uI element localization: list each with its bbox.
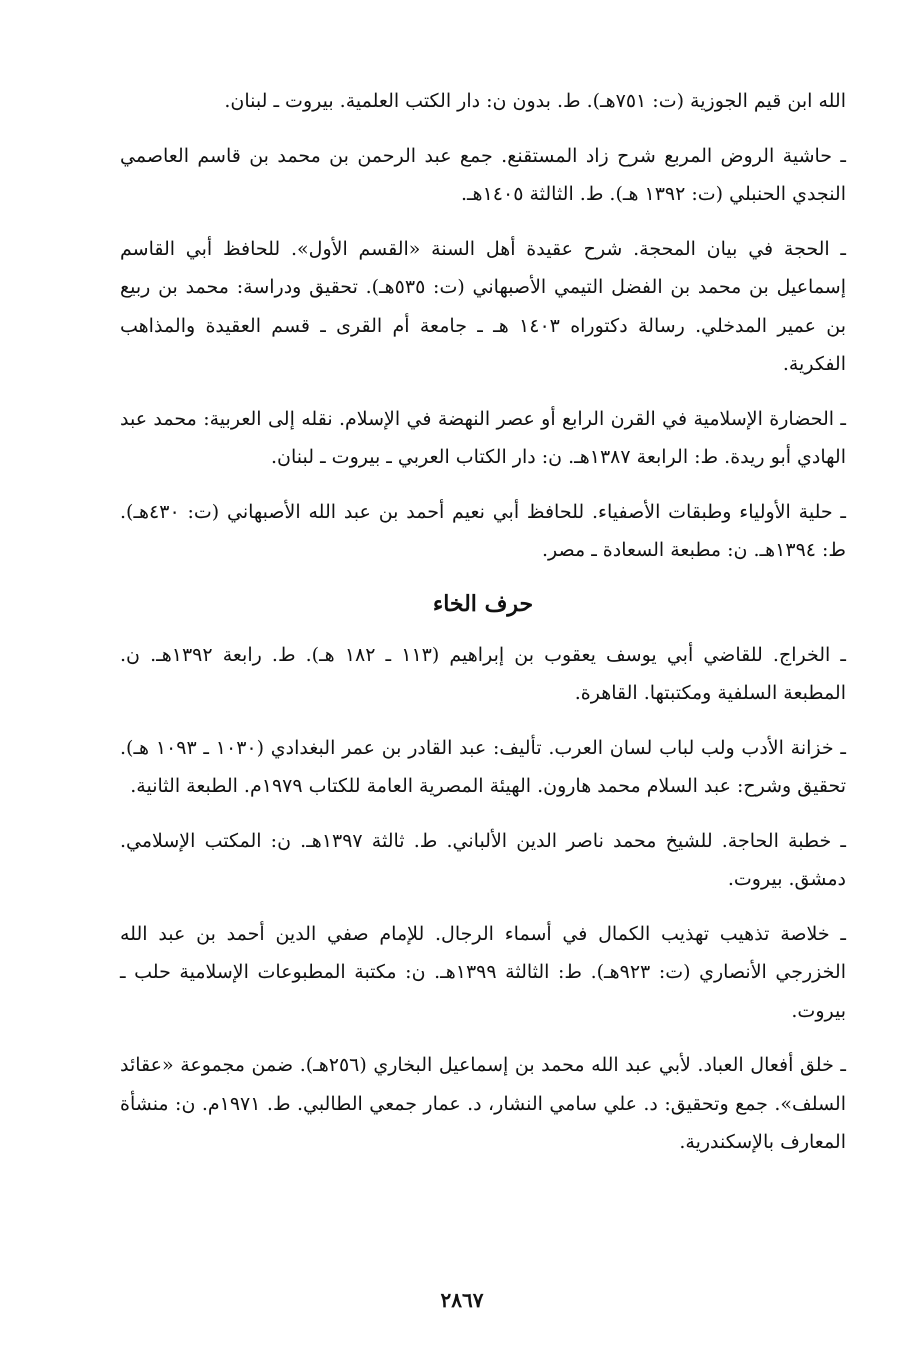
bibliography-entry: ـ الحضارة الإسلامية في القرن الرابع أو عصر النهضة في الإسلام. نقله إلى العربية: محمد عبد الهادي أبو ريدة. ط: الرابعة ١٣٨٧هـ. ن: دار الكتاب العربي ـ بيروت ـ لبنان. [120,407,846,468]
bibliography-entry: الله ابن قيم الجوزية (ت: ٧٥١هـ). ط. بدون ن: دار الكتب العلمية. بيروت ـ لبنان. [224,90,846,112]
bibliography-entry: ـ الخراج. للقاضي أبي يوسف يعقوب بن إبراهيم (١١٣ ـ ١٨٢ هـ). ط. رابعة ١٣٩٢هـ. ن. المطبعة السلفية ومكتبتها. القاهرة. [120,643,847,704]
bibliography-entry: ـ خلق أفعال العباد. لأبي عبد الله محمد بن إسماعيل البخاري (٢٥٦هـ). ضمن مجموعة «عقائد السلف». جمع وتحقيق: د. علي سامي النشار، د. عمار جمعي الطالبي. ط. ١٩٧١م. ن: منشأة المعارف بالإسكندرية. [120,1054,847,1153]
bibliography-entry: ـ خزانة الأدب ولب لباب لسان العرب. تأليف: عبد القادر بن عمر البغدادي (١٠٣٠ ـ ١٠٩٣ هـ). تحقيق وشرح: عبد السلام محمد هارون. الهيئة المصرية العامة للكتاب ١٩٧٩م. الطبعة الثانية. [120,736,847,797]
section-heading: حرف الخاء [432,590,534,617]
bibliography-entry: ـ خطبة الحاجة. للشيخ محمد ناصر الدين الألباني. ط. ثالثة ١٣٩٧هـ. ن: المكتب الإسلامي. دمشق. بيروت. [120,829,846,890]
page-number: ٢٨٦٧ [440,1288,484,1312]
bibliography-entry: ـ حاشية الروض المربع شرح زاد المستقنع. جمع عبد الرحمن بن محمد بن قاسم العاصمي النجدي الحنبلي (ت: ١٣٩٢ هـ). ط. الثالثة ١٤٠٥هـ. [120,144,846,205]
bibliography-body [120,82,846,1178]
bibliography-entry: ـ حلية الأولياء وطبقات الأصفياء. للحافظ أبي نعيم أحمد بن عبد الله الأصبهاني (ت: ٤٣٠هـ). ط: ١٣٩٤هـ. ن: مطبعة السعادة ـ مصر. [120,500,846,561]
bibliography-entry: ـ الحجة في بيان المحجة. شرح عقيدة أهل السنة «القسم الأول». للحافظ أبي القاسم إسماعيل بن محمد بن الفضل التيمي الأصبهاني (ت: ٥٣٥هـ). تحقيق ودراسة: محمد بن ربيع بن عمير المدخلي. رسالة دكتوراه ١٤٠٣ هـ ـ جامعة أم القرى ـ قسم العقيدة والمذاهب الفكرية. [120,237,847,375]
bibliography-entry: ـ خلاصة تذهيب تهذيب الكمال في أسماء الرجال. للإمام صفي الدين أحمد بن عبد الله الخزرجي الأنصاري (ت: ٩٢٣هـ). ط: الثالثة ١٣٩٩هـ. ن: مكتبة المطبوعات الإسلامية حلب ـ بيروت. [120,922,846,1022]
